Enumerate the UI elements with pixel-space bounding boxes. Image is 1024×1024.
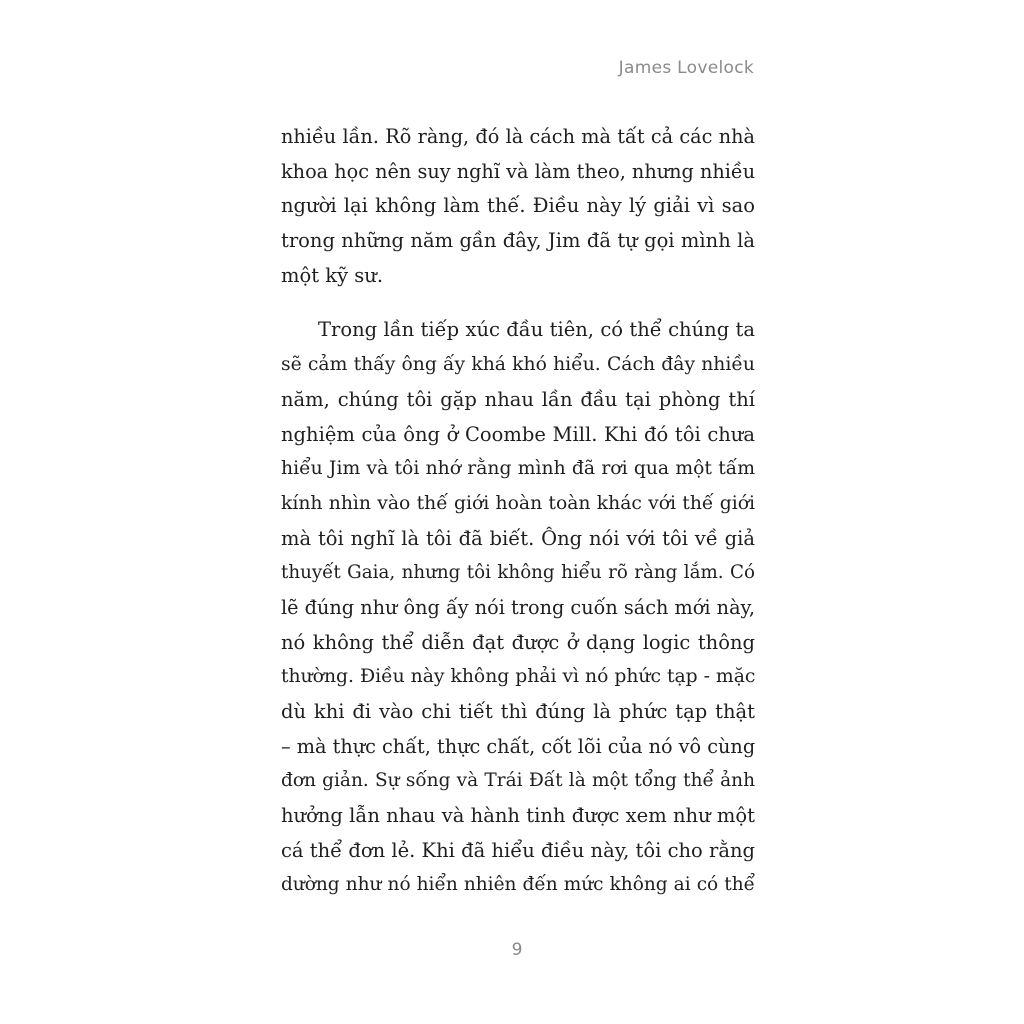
text-line: lẽ đúng như ông ấy nói trong cuốn sách mới này,: [281, 595, 755, 619]
text-line: hưởng lẫn nhau và hành tinh được xem như một: [281, 804, 755, 828]
text-line: – mà thực chất, thực chất, cốt lõi của nó vô cùng: [281, 734, 756, 758]
text-line: trong những năm gần đây, Jim đã tự gọi mình là: [281, 229, 755, 253]
text-line: đơn giản. Sự sống và Trái Đất là một tổng thể ảnh: [281, 770, 755, 792]
text-line: một kỹ sư.: [281, 263, 384, 287]
text-line: người lại không làm thế. Điều này lý giải vì sao: [281, 194, 755, 218]
text-line: mà tôi nghĩ là tôi đã biết. Ông nói với tôi về giả: [281, 526, 755, 550]
body-text: [281, 120, 755, 903]
text-line: dường như nó hiển nhiên đến mức không ai có thể: [281, 874, 755, 896]
text-line: dù khi đi vào chi tiết thì đúng là phức tạp thật: [281, 700, 755, 723]
paragraph-1: [281, 120, 755, 293]
text-line: nhiều lần. Rõ ràng, đó là cách mà tất cả các nhà: [281, 125, 755, 148]
text-line: năm, chúng tôi gặp nhau lần đầu tại phòng thí: [281, 387, 755, 411]
running-header-author: James Lovelock: [618, 58, 754, 78]
text-line: khoa học nên suy nghĩ và làm theo, nhưng nhiều: [281, 159, 756, 183]
text-line: nó không thể diễn đạt được ở dạng logic thông: [281, 630, 755, 654]
text-line: nghiệm của ông ở Coombe Mill. Khi đó tôi chưa: [281, 422, 755, 446]
text-line: thường. Điều này không phải vì nó phức tạp - mặc: [281, 666, 756, 688]
text-line: cá thể đơn lẻ. Khi đã hiểu điều này, tôi cho rằng: [281, 838, 755, 862]
text-line: sẽ cảm thấy ông ấy khá khó hiểu. Cách đây nhiều: [281, 354, 755, 376]
text-line: Trong lần tiếp xúc đầu tiên, có thể chúng ta: [318, 318, 755, 342]
text-line: kính nhìn vào thế giới hoàn toàn khác với thế giới: [281, 492, 755, 514]
text-line: hiểu Jim và tôi nhớ rằng mình đã rơi qua một tấm: [281, 458, 755, 480]
page-number: 9: [511, 940, 523, 960]
text-line: thuyết Gaia, nhưng tôi không hiểu rõ ràng lắm. Có: [281, 562, 755, 584]
paragraph-2: [281, 313, 755, 903]
paragraph-gap: [281, 293, 755, 313]
